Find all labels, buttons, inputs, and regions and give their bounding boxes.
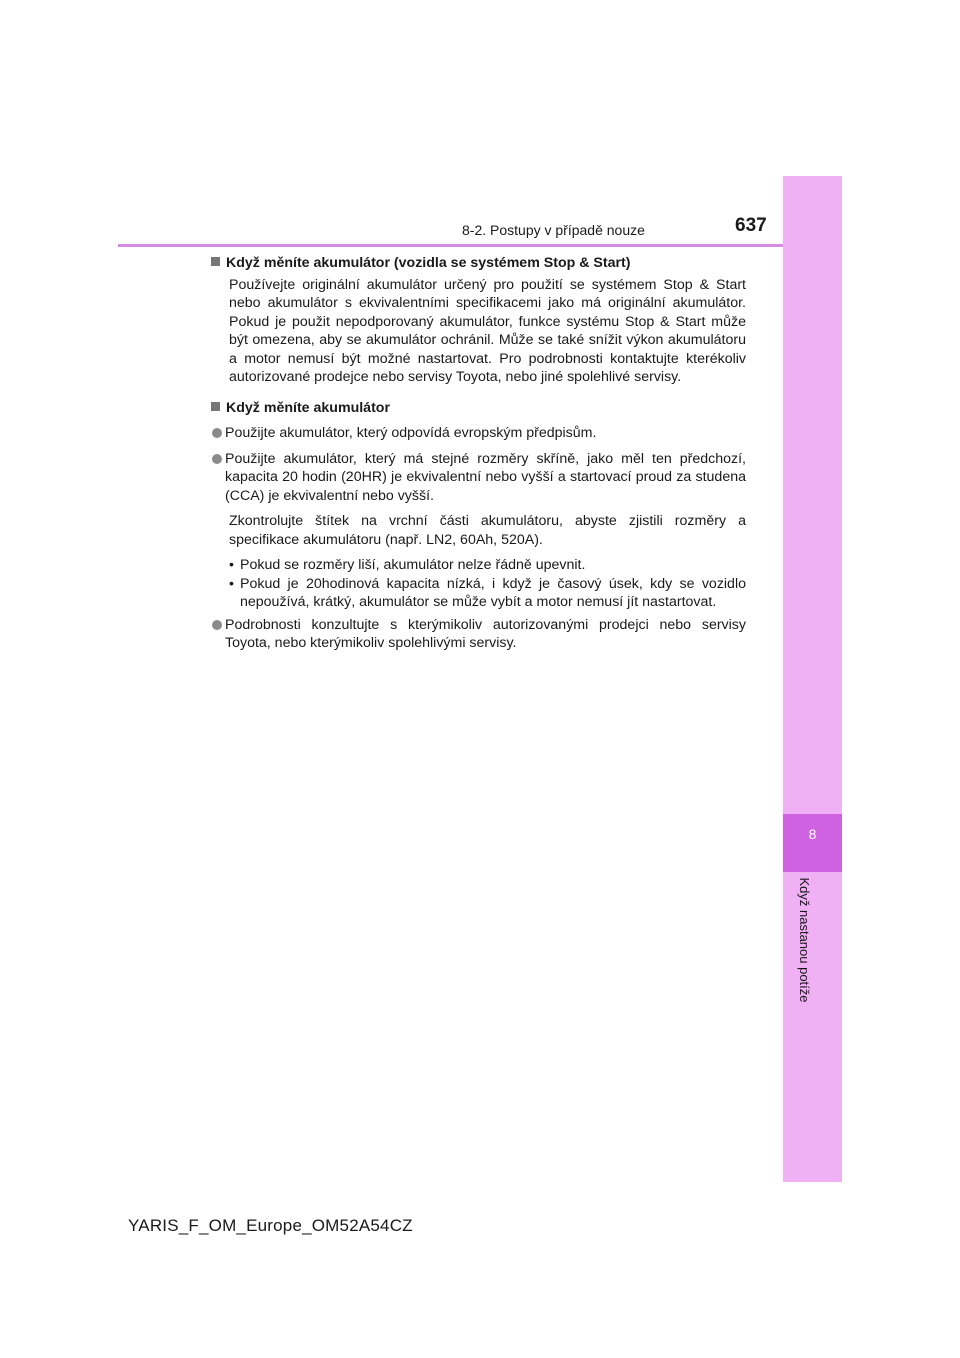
chapter-tab-active[interactable] xyxy=(783,814,842,872)
list-item xyxy=(225,424,746,443)
sub-list-item: • Pokud je 20hodinová kapacita nízká, i když je časový úsek, kdy se vozidlo nepoužívá, krátký, akumulátor se může vybít a motor nemusí jít nastartovat. xyxy=(229,575,746,612)
chapter-title: Když nastanou potíže xyxy=(797,877,812,1003)
section-body: Používejte originální akumulátor určený pro použití se systémem Stop & Start nebo akumulátor s ekvivalentními specifikacemi jako má originální akumulátor. Pokud je použit nepodporovaný akumulátor, funkce systému Stop & Start může být omezena, aby se akumulátor ochránil. Může se také snížit výkon akumulátoru a motor nemusí být možné nastartovat. Pro podrobnosti kontaktujte kterékoliv autorizované prodejce nebo servisy Toyota, nebo jiné spolehlivé servisy. xyxy=(229,276,746,385)
list-item xyxy=(225,616,746,653)
section-title: 8-2. Postupy v případě nouze xyxy=(462,222,645,238)
section-heading xyxy=(211,399,746,418)
page-number: 637 xyxy=(735,215,767,236)
note-text: Zkontrolujte štítek na vrchní části akumulátoru, abyste zjistili rozměry a specifikace akumulátoru (např. LN2, 60Ah, 520A). xyxy=(229,513,746,548)
section-heading-text: Když měníte akumulátor (vozidla se systémem Stop & Start) xyxy=(226,255,631,271)
section-heading xyxy=(211,254,746,273)
list-item-text: Podrobnosti konzultujte s kterýmikoliv autorizovanými prodejci nebo servisy Toyota, nebo kterýmikoliv spolehlivými servisy. xyxy=(225,616,746,651)
page-content xyxy=(211,254,746,653)
header-divider xyxy=(118,244,783,247)
list-item-text: Použijte akumulátor, který odpovídá evropským předpisům. xyxy=(225,425,597,441)
circle-bullet-icon xyxy=(212,620,222,630)
list-item xyxy=(225,450,746,506)
section-heading-text: Když měníte akumulátor xyxy=(226,399,390,416)
chapter-side-tab[interactable] xyxy=(783,176,842,1182)
circle-bullet-icon xyxy=(212,428,222,438)
square-bullet-icon xyxy=(211,257,220,266)
circle-bullet-icon xyxy=(212,454,222,464)
list-item-text: Použijte akumulátor, který má stejné rozměry skříně, jako měl ten předchozí, kapacita 20 hodin (20HR) je ekvivalentní nebo vyšší a startovací proud za studena (CCA) je ekvivalentní nebo vyšší. xyxy=(225,450,746,504)
document-id: YARIS_F_OM_Europe_OM52A54CZ xyxy=(128,1216,413,1235)
chapter-number: 8 xyxy=(808,826,817,842)
square-bullet-icon xyxy=(211,402,220,411)
sub-list xyxy=(229,556,746,612)
sub-list-item: • Pokud se rozměry liší, akumulátor nelze řádně upevnit. xyxy=(229,556,746,575)
